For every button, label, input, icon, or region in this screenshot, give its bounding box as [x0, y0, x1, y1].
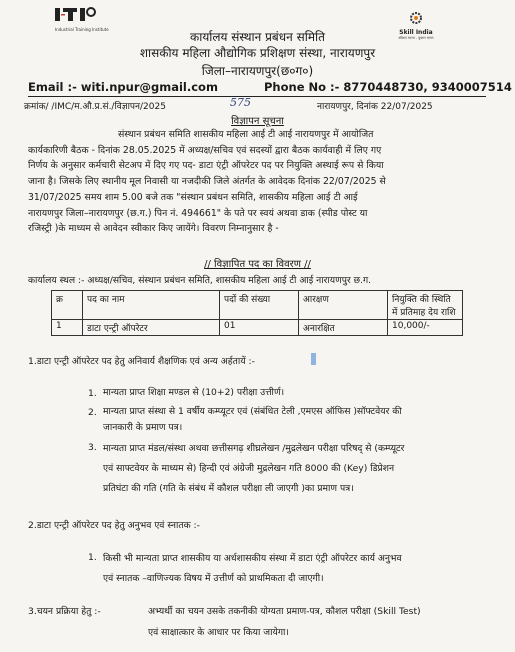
- body-line: संस्थान प्रबंधन समिति शासकीय महिला आई टी आई नारायणपुर में आयोजित: [118, 129, 374, 140]
- body-line: रजिस्ट्री )के माध्यम से आवेदन स्वीकार किए जायेंगे। विवरण निम्नानुसार है -: [28, 223, 279, 235]
- list-item-line: प्रतिघंटा की गति (गति के संबंध में कौशल परीक्षा ली जाएगी )का प्रमाण पत्र।: [103, 483, 354, 494]
- skill-india-text: Skill India: [399, 29, 433, 36]
- posts-table: [51, 290, 463, 336]
- table-cell: अनारक्षित: [299, 320, 388, 336]
- list-number: 2.: [88, 407, 97, 418]
- office-location: कार्यालय स्थल :- अध्यक्ष/सचिव, संस्थान प्रबंधन समिति, शासकीय महिला आई टी आई नारायणपुर छ.ग.: [28, 275, 372, 286]
- section-3-body: [148, 601, 421, 643]
- skill-india-gear-icon: [409, 11, 423, 25]
- list-item: [103, 549, 402, 589]
- post-details-title: // विज्ञापित पद का विवरण //: [204, 259, 311, 270]
- district-name: जिला–नारायणपुर(छ०ग०): [201, 64, 314, 78]
- list-item-line: मान्यता प्राप्त संस्था से 1 वर्षीय कम्प्यूटर एवं (संबंधित टेली ,एमएस ऑफिस )सॉफ्टवेयर की: [103, 406, 402, 417]
- list-item-line: मान्यता प्राप्त मंडल/संस्था अथवा छत्तीसगढ़ शीघ्रलेखन /मुद्रलेखन परीक्षा परिषद् से (कम्प्यूटर: [103, 443, 405, 454]
- body-line: जाना है। जिसके लिए स्थानीय मूल निवासी या नजदीकी जिले अंतर्गत के आवेदक दिनांक 22/07/2025 से: [28, 176, 386, 188]
- table-header-cell: पद का नाम: [83, 291, 220, 320]
- table-row: [52, 320, 463, 336]
- institute-name: शासकीय महिला औद्योगिक प्रशिक्षण संस्था, नारायणपुर: [139, 46, 376, 60]
- table-cell: 1: [52, 320, 83, 336]
- email-contact: Email :- witi.npur@gmail.com: [28, 80, 218, 94]
- body-line: नारायणपुर जिला–नारायणपुर (छ.ग.) पिन नं. 494661" के पते पर स्वयं अथवा डाक (स्पीड पोस्ट या: [28, 207, 368, 219]
- table-cell: डाटा एन्ट्री ऑपरेटर: [83, 320, 220, 336]
- list-item-line: एवं स्नातक –वाणिज्यक विषय में उत्तीर्ण को प्राथमिकता दी जाएगी।: [103, 573, 324, 584]
- list-item: [103, 404, 402, 436]
- table-header-row: [52, 291, 463, 320]
- notice-title: विज्ञापन सूचना: [231, 116, 284, 127]
- reference-number: क्रमांक/ /IMC/म.औ.प्र.सं./विज्ञापन/2025: [24, 102, 166, 112]
- section-2-title: 2.डाटा एन्ट्री ऑपरेटर पद हेतु अनुभव एवं स्नातक :-: [28, 520, 200, 531]
- office-title: कार्यालय संस्थान प्रबंधन समिति: [190, 30, 325, 44]
- list-item: [103, 385, 284, 401]
- header-divider: [28, 96, 486, 97]
- section-3-title: 3.चयन प्रक्रिया हेतु :-: [28, 606, 101, 617]
- section-1-title: 1.डाटा एन्ट्री ऑपरेटर पद हेतु अनिवार्य शैक्षणिक एवं अन्य अर्हतायें :-: [28, 356, 255, 367]
- skill-india-tagline: कौशल भारत - कुशल भारत: [398, 36, 434, 40]
- list-item: [103, 439, 404, 499]
- section-3-line: एवं साक्षात्कार के आधार पर किया जायेगा।: [148, 627, 289, 638]
- reference-date: नारायणपुर, दिनांक 22/07/2025: [317, 102, 433, 112]
- iti-logo-mark: [55, 6, 115, 26]
- list-item-line: मान्यता प्राप्त शिक्षा मण्डल से (10+2) परीक्षा उत्तीर्ण।: [103, 387, 285, 398]
- table-cell: 01: [220, 320, 299, 336]
- iti-logo-subtitle: Industrial Training Institute: [55, 27, 109, 32]
- body-line: कार्यकारिणी बैठक - दिनांक 28.05.2025 में अध्यक्ष/सचिव एवं सदस्यों द्वारा बैठक कार्यवाही में लिए गए: [28, 144, 382, 156]
- body-line: 31/07/2025 समय शाम 5.00 बजे तक "संस्थान प्रबंधन समिति, शासकीय महिला आई टी आई: [28, 191, 358, 203]
- table-cell: 10,000/-: [388, 320, 463, 336]
- list-item-line: जानकारी के प्रमाण पत्र।: [103, 422, 183, 433]
- iti-logo-icon: [55, 6, 101, 22]
- notice-body: [28, 127, 488, 237]
- text-cursor-highlight: [311, 353, 316, 365]
- table-header-cell: क्र: [52, 291, 83, 320]
- list-number: 3.: [88, 442, 97, 453]
- phone-contact: Phone No :- 8770448730, 9340007514: [264, 80, 512, 94]
- list-item-line: किसी भी मान्यता प्राप्त शासकीय या अर्धशासकीय संस्था में डाटा एंट्री ऑपरेटर कार्य अनुभव: [103, 553, 402, 564]
- handwritten-dispatch-number: 575: [230, 96, 251, 109]
- table-header-cell: नियुक्ति की स्थिति में प्रतिमाह देय राशि: [388, 291, 463, 320]
- table-header-cell: आरक्षण: [299, 291, 388, 320]
- table-header-cell: पदों की संख्या: [220, 291, 299, 320]
- list-number: 1.: [88, 552, 97, 563]
- body-line: निर्णय के अनुसार कर्मचारी सेटअप में दिए गए पद- डाटा एंट्री ऑपरेटर पद पर नियुक्ति अस्थाई रूप से किया: [28, 160, 384, 172]
- section-3-line: अभ्यर्थी का चयन उसके तकनीकी योग्यता प्रमाण-पत्र, कौशल परीक्षा (Skill Test): [148, 606, 421, 617]
- list-number: 1.: [88, 388, 97, 399]
- list-item-line: एवं साफ्टवेयर के माध्यम से) हिन्दी एवं अंग्रेजी मुद्रलेखन गति 8000 की (Key) डिप्रेशन: [103, 463, 395, 474]
